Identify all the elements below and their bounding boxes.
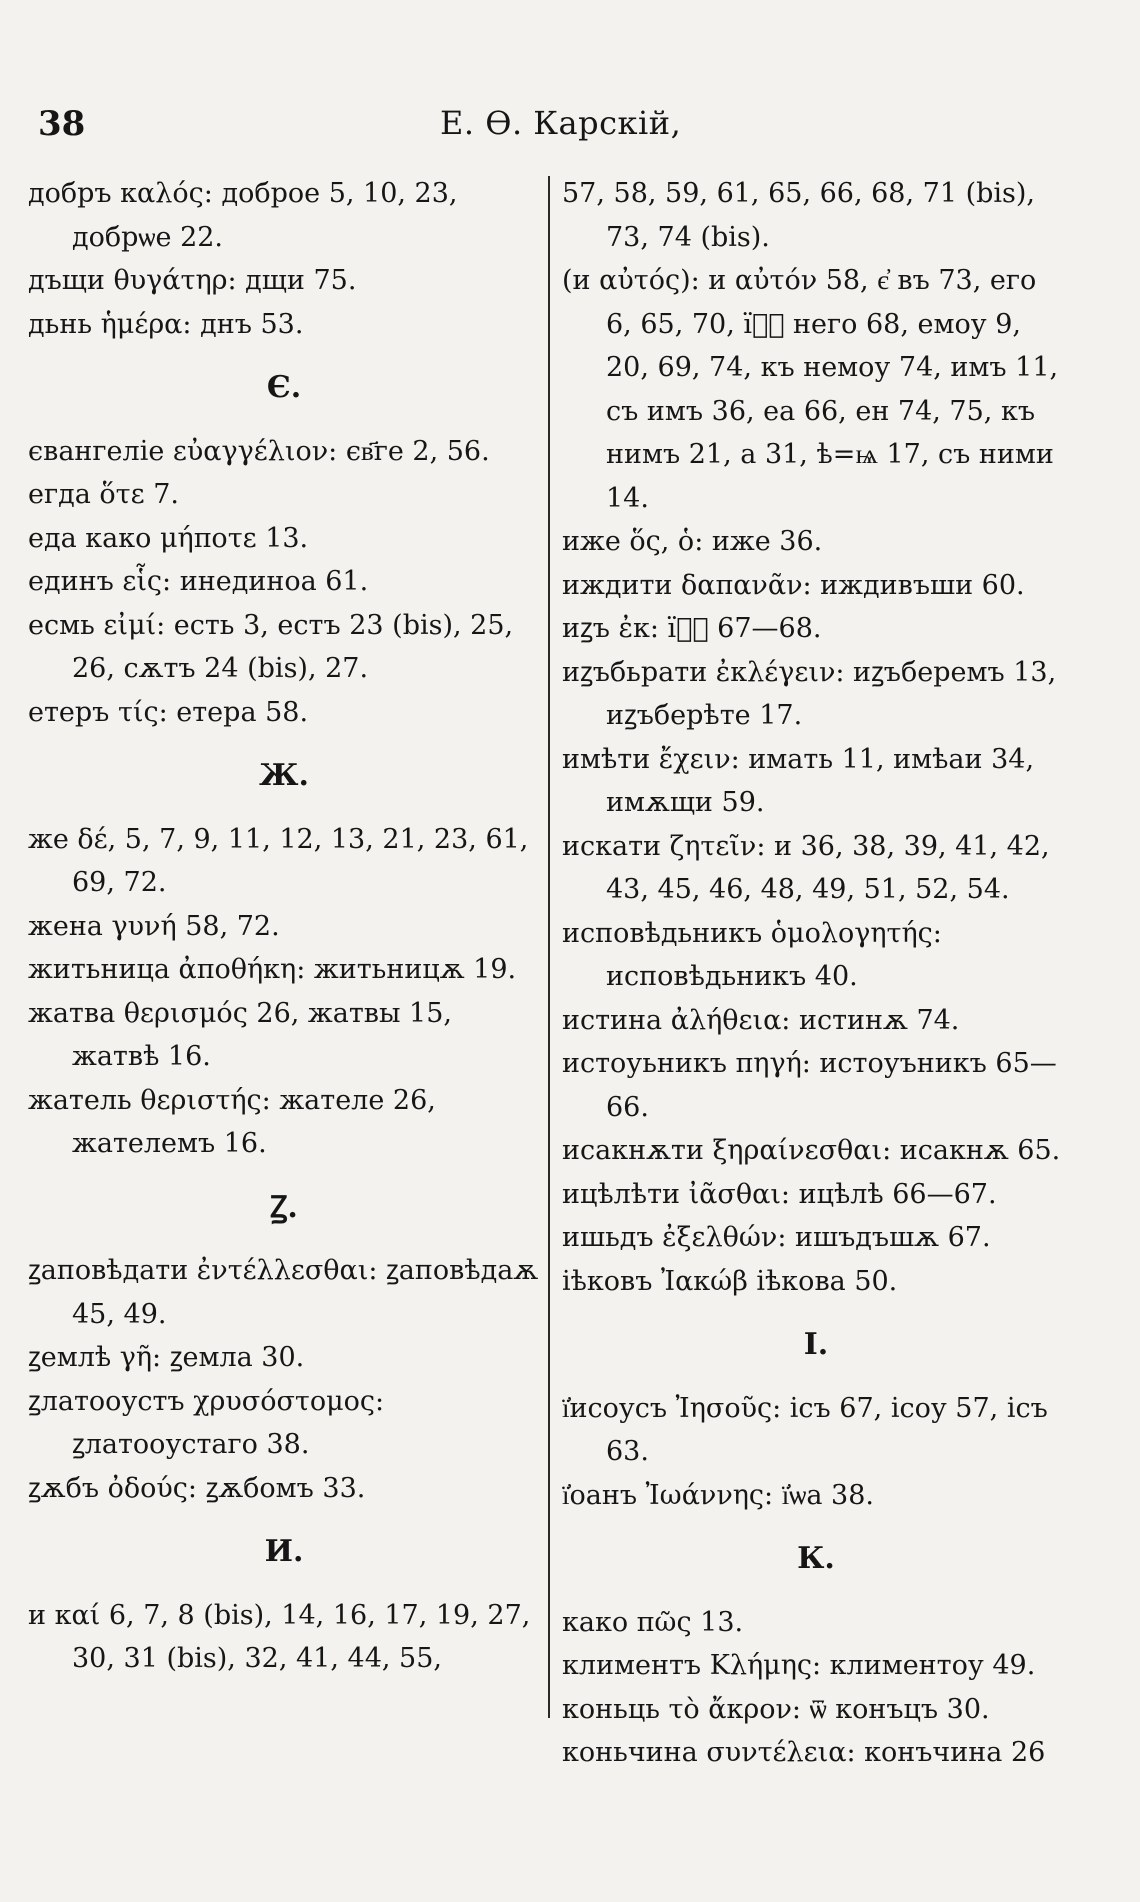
index-entry: како πῶς 13. (562, 1606, 744, 1638)
running-head: Е. Ѳ. Карскій, (440, 104, 682, 142)
section-heading: І. (803, 1327, 829, 1362)
index-entry: (и αὐτός): и αὐτόν 58, є҆ въ 73, его 6, 65, 70, ї꙼ꙁ него 68, емоу 9, 20, 69, 74, къ немоу 74, имъ 11, съ имъ 36, еа 66, ен 74, 75, къ нимъ 21, а 31, ѣ=ѩ 17, съ ними 14. (562, 265, 1059, 514)
index-entry: иже ὅς, ὁ: иже 36. (562, 526, 823, 557)
index-entry: егда ὅτε 7. (28, 479, 179, 510)
index-entry: ꙁаповѣдати ἐντέλλεσθαι: ꙁаповѣдаѫ 45, 49. (28, 1255, 539, 1330)
index-entry: климентъ Κλήμης: климентоу 49. (562, 1650, 1036, 1681)
index-entry: євангеліе εὐαγγέλιον: єв҃ге 2, 56. (28, 435, 490, 467)
index-entry: жатель θεριστής: жателе 26, жателемъ 16. (28, 1084, 436, 1159)
index-entry: ꙁлатооустъ χρυσόστομος: ꙁлатооустаго 38. (28, 1385, 385, 1460)
index-entry: исакнѫти ξηραίνεσθαι: исакнѫ 65. (562, 1135, 1061, 1166)
index-entry: есмь εἰμί: есть 3, естъ 23 (bis), 25, 26, сѫтъ 24 (bis), 27. (28, 609, 514, 684)
index-entry: ї҆исоусъ Ἰησοῦς: ісъ 67, ісоу 57, ісъ 63. (562, 1392, 1048, 1467)
index-entry: еда како μήποτε 13. (28, 522, 309, 554)
index-entry: единъ εἷς: инединоа 61. (28, 566, 369, 597)
index-entry: искати ζητεῖν: и 36, 38, 39, 41, 42, 43, 45, 46, 48, 49, 51, 52, 54. (562, 830, 1050, 905)
section-heading: К. (797, 1541, 835, 1576)
index-entry: жена γυνή 58, 72. (28, 910, 280, 942)
index-entry: 57, 58, 59, 61, 65, 66, 68, 71 (bis), 73, 74 (bis). (562, 178, 1036, 253)
index-entry: же δέ, 5, 7, 9, 11, 12, 13, 21, 23, 61, 69, 72. (28, 823, 529, 898)
index-entry: ꙁѫбъ ὀδούς: ꙁѫбомъ 33. (28, 1472, 366, 1504)
section-heading: Ж. (259, 758, 309, 793)
index-entry: иждити δαπανᾶν: иждивъши 60. (562, 569, 1025, 601)
section-heading: И. (264, 1534, 304, 1569)
index-entry: коньчина συντέλεια: конъчина 26 (562, 1737, 1046, 1768)
index-entry: и καί 6, 7, 8 (bis), 14, 16, 17, 19, 27, 30, 31 (bis), 32, 41, 44, 55, (28, 1599, 531, 1674)
section-heading: Ꙁ. (270, 1189, 298, 1225)
index-entry: ицѣлѣти ἰᾶσθαι: ицѣлѣ 66—67. (562, 1178, 997, 1210)
index-entry: имѣти ἔχειν: имать 11, имѣаи 34, имѫщи 59. (562, 743, 1035, 818)
page-number: 38 (38, 104, 86, 144)
index-entry: дьнь ἡμέρα: днъ 53. (28, 308, 304, 340)
index-entry: иꙁъбьрати ἐκλέγειν: иꙁъберемъ 13, иꙁъберѣте 17. (562, 656, 1057, 731)
index-entry: ишьдъ ἐξελθών: ишъдъшѫ 67. (562, 1222, 991, 1253)
index-entry: истина ἀλήθεια: истинѫ 74. (562, 1004, 960, 1036)
left-column (28, 172, 540, 1681)
index-entry: ꙁемлѣ γῆ: ꙁемла 30. (28, 1342, 305, 1373)
index-entry: ї҆оанъ Ἰωάννης: ї҆ѡа 38. (562, 1479, 874, 1511)
index-entry: жатва θερισμός 26, жатвы 15, жатвѣ 16. (28, 997, 452, 1072)
index-entry: дъщи θυγάτηρ: дщи 75. (28, 265, 357, 296)
section-heading: Є. (266, 370, 302, 405)
index-entry: іѣковъ Ἰακώβ іѣкова 50. (562, 1265, 898, 1297)
index-entry: иꙁъ ἐκ: ї꙼ꙁ 67—68. (562, 613, 822, 644)
index-entry: житьница ἀποθήκη: житьницѫ 19. (28, 954, 517, 985)
index-entry: добръ καλός: доброе 5, 10, 23, добрѡе 22. (28, 178, 458, 253)
index-entry: истоуьникъ πηγή: истоуъникъ 65—66. (562, 1048, 1057, 1123)
index-entry: етеръ τίς: етера 58. (28, 696, 309, 728)
column-divider (548, 176, 550, 1718)
right-column (562, 172, 1070, 1775)
index-entry: коньць τὸ ἄκρον: ѿ конъцъ 30. (562, 1693, 990, 1725)
index-entry: исповѣдьникъ ὁμολογητής: исповѣдьникъ 40. (562, 917, 942, 992)
